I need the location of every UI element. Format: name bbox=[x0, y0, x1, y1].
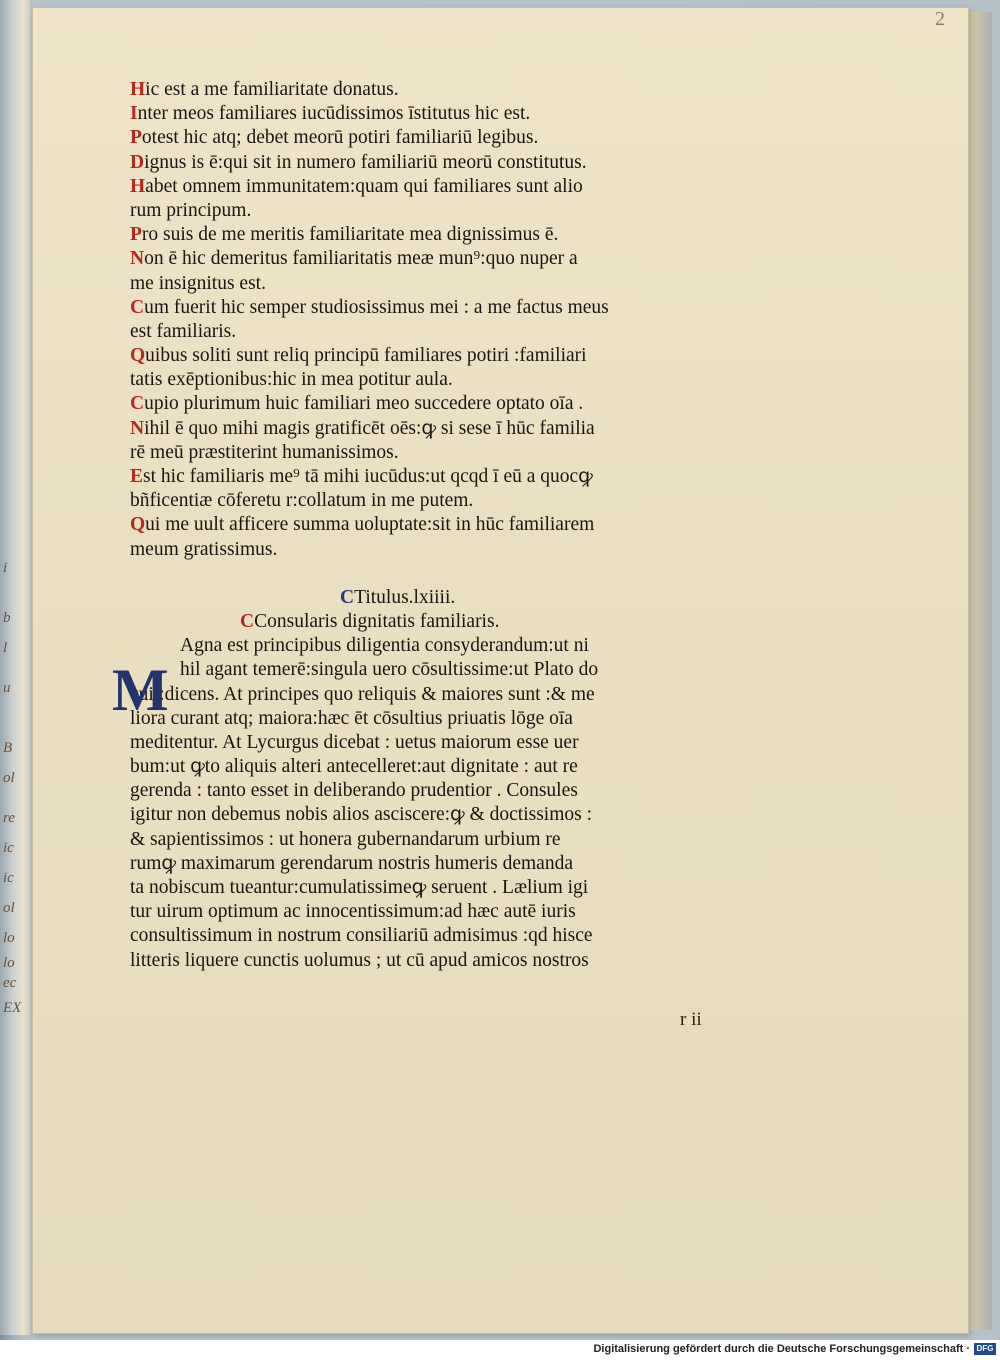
spacer bbox=[130, 562, 770, 586]
rubricated-letter: Q bbox=[130, 514, 146, 536]
chapter-subtitle bbox=[130, 610, 770, 634]
text-line bbox=[130, 296, 770, 320]
edge-glyph: ic bbox=[3, 870, 14, 886]
line-text: ui me uult afficere summa uoluptate:sit in hūc familiarem bbox=[145, 514, 595, 536]
text-line: me insignitus est. bbox=[130, 272, 266, 294]
title-text: Titulus.lxiiii. bbox=[354, 586, 456, 608]
rubricated-letter: N bbox=[130, 417, 145, 439]
text-line bbox=[130, 151, 770, 175]
text-line: rum principum. bbox=[130, 199, 252, 221]
line-text: ic est a me familiaritate donatus. bbox=[145, 79, 399, 100]
text-line bbox=[130, 126, 770, 150]
edge-glyph: lo bbox=[3, 930, 15, 946]
rubricated-letter: C bbox=[130, 296, 145, 318]
line-text: ro suis de me meritis familiaritate mea dignissimus ē. bbox=[141, 224, 559, 246]
rubricated-letter: H bbox=[130, 175, 146, 197]
text-line bbox=[130, 344, 770, 368]
page-stack-edge bbox=[968, 12, 992, 1330]
section-line: meditentur. At Lycurgus dicebat : uetus maiorum esse uer bbox=[130, 731, 579, 753]
section-line: gerenda : tanto esset in deliberando prudentior . Consules bbox=[130, 780, 578, 802]
edge-glyph: u bbox=[3, 680, 11, 696]
text-line: meum gratissimus. bbox=[130, 538, 278, 560]
text-line bbox=[130, 465, 770, 489]
dfg-logo: DFG bbox=[974, 1343, 996, 1355]
edge-glyph: EX bbox=[3, 1000, 22, 1016]
edge-glyph: lo bbox=[3, 955, 15, 971]
edge-glyph: ec bbox=[3, 975, 17, 991]
text-line bbox=[130, 513, 770, 537]
section-line: Agna est principibus diligentia consyderandum:ut ni bbox=[180, 635, 589, 657]
footer-bar bbox=[0, 1340, 1000, 1360]
text-line bbox=[130, 78, 770, 102]
text-line: tatis exēptionibus:hic in mea potitur aula. bbox=[130, 369, 453, 391]
edge-glyph: re bbox=[3, 810, 15, 826]
decorated-initial: M bbox=[112, 657, 169, 723]
edge-glyph: l bbox=[3, 640, 8, 656]
text-line bbox=[130, 247, 770, 271]
footer-credit: Digitalisierung gefördert durch die Deutsche Forschungsgemeinschaft · bbox=[593, 1343, 970, 1355]
folio-number: 2 bbox=[935, 8, 945, 30]
rubricated-letter: P bbox=[130, 224, 142, 246]
previous-page-edge bbox=[0, 0, 30, 1335]
section-line: consultissimum in nostrum consiliariū admisimus :qd hisce bbox=[130, 925, 593, 947]
line-text: uibus soliti sunt reliq principū familiares potiri :familiari bbox=[145, 345, 587, 367]
section-line: hil agant temerē:singula uero cōsultissime:ut Plato do bbox=[180, 659, 599, 681]
text-line: est familiaris. bbox=[130, 320, 237, 342]
section-line: cuit:dicens. At principes quo reliquis & maiores sunt :& me bbox=[130, 683, 595, 705]
rubricated-letter: Q bbox=[130, 345, 146, 367]
line-text: otest hic atq; debet meorū potiri familiariū legibus. bbox=[141, 127, 539, 149]
signature-mark: r ii bbox=[680, 1009, 702, 1030]
line-text: ignus is ē:qui sit in numero familiariū meorū constitutus. bbox=[144, 151, 587, 173]
paragraph-mark: C bbox=[340, 586, 355, 608]
rubricated-letter: E bbox=[130, 466, 144, 487]
line-text: on ē hic demeritus familiaritatis meæ mun⁹:quo nuper a bbox=[144, 248, 578, 270]
edge-glyph: i bbox=[3, 560, 8, 576]
line-text: um fuerit hic semper studiosissimus mei : a me factus meus bbox=[144, 296, 609, 318]
line-text: nter meos familiares iucūdissimos īstitutus hic est. bbox=[137, 103, 531, 125]
line-text: abet omnem immunitatem:quam qui familiares sunt alio bbox=[145, 175, 583, 197]
text-line bbox=[130, 392, 770, 416]
text-line: bñficentiæ cōferetu r:collatum in me putem. bbox=[130, 490, 474, 512]
edge-glyph: b bbox=[3, 610, 11, 626]
rubricated-letter: H bbox=[130, 79, 146, 100]
rubricated-letter: I bbox=[130, 103, 138, 125]
rubricated-letter: D bbox=[130, 151, 145, 173]
text-line bbox=[130, 175, 770, 199]
rubricated-letter: C bbox=[130, 393, 145, 415]
chapter-title bbox=[130, 586, 770, 610]
section-line: litteris liquere cunctis uolumus ; ut cū apud amicos nostros bbox=[130, 949, 589, 971]
section-line: igitur non debemus nobis alios asciscere:ꝙ & doctissimos : bbox=[130, 804, 593, 826]
edge-glyph: ol bbox=[3, 900, 15, 916]
section-line: liora curant atq; maiora:hæc ēt cōsultius priuatis lōge oīa bbox=[130, 707, 573, 729]
line-text: upio plurimum huic familiari meo succedere optato oīa . bbox=[144, 393, 584, 415]
section-line: bum:ut ꝙto aliquis alteri antecelleret:aut dignitate : aut re bbox=[130, 756, 578, 778]
text-line: rē meū præstiterint humanissimos. bbox=[130, 441, 399, 463]
rubricated-letter: N bbox=[130, 248, 145, 270]
paragraph-mark: C bbox=[240, 610, 255, 632]
text-line bbox=[130, 417, 770, 441]
text-line bbox=[130, 102, 770, 126]
line-text: st hic familiaris me⁹ tā mihi iucūdus:ut qcqd ī eū a quocꝙ bbox=[143, 466, 593, 487]
edge-glyph: ol bbox=[3, 770, 15, 786]
rubricated-letter: P bbox=[130, 127, 142, 149]
edge-glyph: B bbox=[3, 740, 13, 756]
subtitle-text: Consularis dignitatis familiaris. bbox=[254, 610, 500, 632]
section-line: rumꝙ maximarum gerendarum nostris humeris demanda bbox=[130, 852, 573, 874]
section-line: & sapientissimos : ut honera gubernandarum urbium re bbox=[130, 828, 561, 850]
page-text bbox=[130, 78, 770, 973]
text-line bbox=[130, 223, 770, 247]
section-line: ta nobiscum tueantur:cumulatissimeꝙ seruent . Lælium igi bbox=[130, 877, 589, 898]
section-line: tur uirum optimum ac innocentissimum:ad hæc autē iuris bbox=[130, 901, 576, 923]
line-text: ihil ē quo mihi magis gratificēt oēs:ꝙ si sese ī hūc familia bbox=[144, 417, 595, 439]
edge-glyph: ic bbox=[3, 840, 14, 856]
